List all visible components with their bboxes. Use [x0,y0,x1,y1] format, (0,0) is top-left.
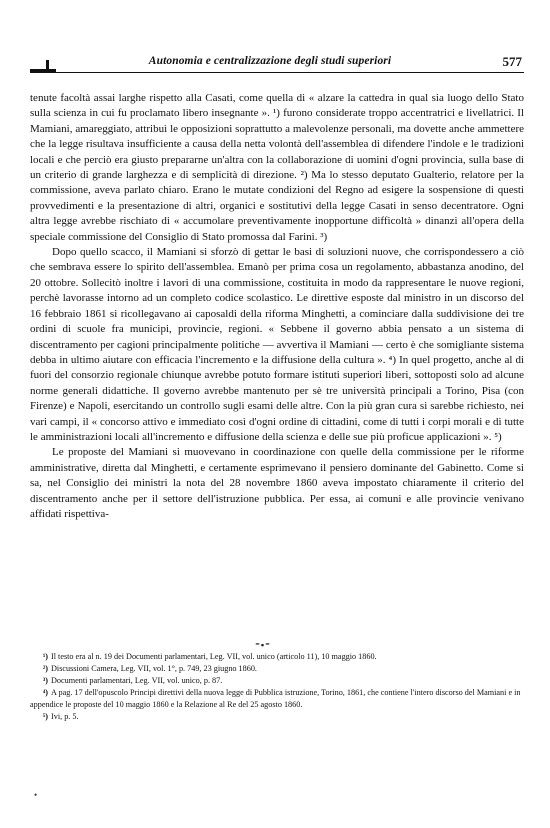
footnote-text: Documenti parlamentari, Leg. VII, vol. unico, p. 87. [51,676,223,685]
footnote-separator: ⁼▪⁼ [255,640,271,650]
footnote-number: ³) [42,676,48,685]
footnote-number: ⁴) [42,688,48,697]
body-text [30,91,524,522]
footnote-number: ²) [42,664,48,673]
paragraph: tenute facoltà assai larghe rispetto alla Casati, come quella di « alzare la cattedra in qual sia luogo dello Stato sulla scienza in cui fu proclamato libero insegnante ». ¹) furono considerate troppo accentratrici e livellatrici. Il Mamiani, amareggiato, attribuì le opposizioni soprattutto a malevolenze personali, ma dovette anche ammettere che la legge risultava insufficiente a causa della netta volontà dell'assemblea di difendere l'indole e le tradizioni locali e che perciò era giusto prepararne un'altra con la collaborazione di uomini d'ogni provincia, sulla base di un criterio di grande larghezza e di semplicità di direzione. ²) Ma lo stesso deputato Gualterio, relatore per la commissione, aveva parlato chiaro. Erano le mutate condizioni del Regno ad esigere la sospensione di questi provvedimenti e la presentazione di altri, organici e sostitutivi della legge Casati in senso decentratore. Ogni altra legge avrebbe rischiato di « accumolare preventivamente inopportune difficoltà » dinanzi all'opera della speciale commissione del Consiglio di Stato promossa dal Farini. ³) [30,92,524,243]
footnote-number: ⁵) [42,711,48,721]
footnote-text: A pag. 17 dell'opuscolo Principi direttivi della nuova legge di Pubblica istruzione, Torino, 1861, che contiene l'intero discorso del Mamiani e in appendice le proposte del 10 maggio 1860 e la Relazione al Re del 25 agosto 1860. [30,688,521,709]
footnote [30,663,524,675]
paragraph: Dopo quello scacco, il Mamiani si sforzò di gettar le basi di soluzioni nuove, che corrispondessero a ciò che sembrava essere lo spirito dell'assemblea. Emanò per prima cosa un regolamento, abbastanza anodino, del 20 ottobre. Sollecitò inoltre i lavori di una commissione, costituita in modo da rappresentare le nuove regioni, perchè lavorasse intorno ad un completo codice scolastico. Le direttive esposte dal ministro in un discorso del 16 febbraio 1861 si ricollegavano ai caposaldi della riforma Minghetti, a cominciare dalla suddivisione dei tre ordini di scuole fra municipi, provincie, regioni. « Sebbene il governo abbia pensato a un sistema di discentramento per cagioni principalmente politiche — avvertiva il Mamiani — certo è che somigliante sistema debba in ultimo aiutare con efficacia l'incremento e la diffusione della cultura ». ⁴) In quel progetto, anche al di fuori del consorzio regionale chiunque avrebbe potuto formare istituti superiori liberi, sottoposti solo ad alcune norme generali didattiche. Il governo avrebbe mantenuto per sè tre università principali a Torino, Pisa (con Firenze) e Napoli, esercitando un controllo sugli esami delle altre. Con la più gran cura si sarebbe richiesto, nei vari campi, il « concorso attivo e immediato così d'ogni ordine di cittadini, come di tutti i corpi morali e di tutte le amministrazioni locali all'incremento e diffusione della scienza e delle sue più proficue applicazioni ». ⁵) [30,246,524,443]
paragraph: Le proposte del Mamiani si muovevano in coordinazione con quelle della commissione per le riforme amministrative, diretta dal Minghetti, e certamente esprimevano il pensiero dominante del Gabinetto. Come si sa, nel Consiglio dei ministri la nota del 28 novembre 1860 aveva impostato chiaramente il criterio del discentramento anche per il settore dell'istruzione pubblica. Per essa, ai comuni e alle provincie venivano affidati rispettiva- [30,446,524,520]
page-number: 577 [502,54,522,69]
footnotes [30,651,524,723]
header-rule [30,72,524,73]
margin-mark-icon [30,60,56,72]
footnote-text: Ivi, p. 5. [51,711,79,721]
footnote-text: Discussioni Camera, Leg. VII, vol. 1°, p. 749, 23 giugno 1860. [51,664,257,673]
footnote [30,711,524,723]
running-title: Autonomia e centralizzazione degli studi superiori [148,55,392,67]
footnote [30,675,524,687]
footnote-number: ¹) [42,652,48,661]
footnote [30,651,524,663]
footnote-text: Il testo era al n. 19 dei Documenti parlamentari, Leg. VII, vol. unico (articolo 11), 10 maggio 1860. [51,652,377,661]
bottom-mark: • [34,790,38,800]
footnote [30,687,524,710]
